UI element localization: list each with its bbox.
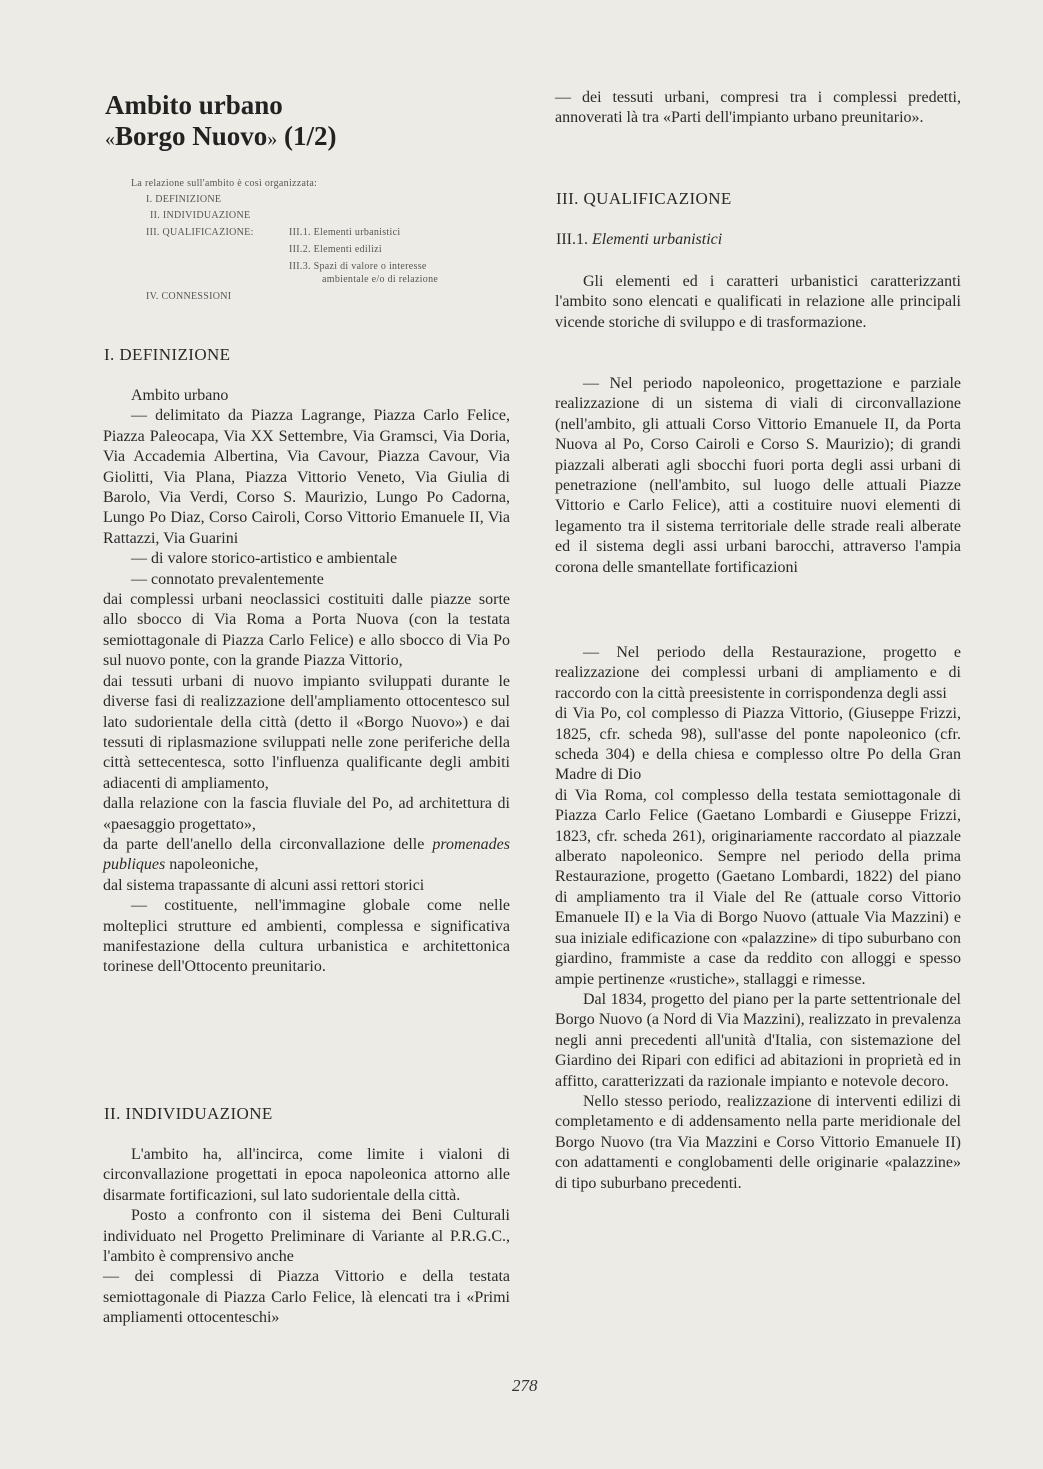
def-paragraph-8 <box>103 835 510 876</box>
toc-item-qualificazione: III. QUALIFICAZIONE: <box>146 227 254 238</box>
toc-subitem-3-cont: ambientale e/o di relazione <box>322 274 439 285</box>
individuazione-text <box>103 1145 510 1329</box>
title-name: Borgo Nuovo <box>115 121 268 151</box>
ind-paragraph-1: L'ambito ha, all'incirca, come limite i vialoni di circonvallazione progettati in epoca napoleonica attorno alle disarmate fortificazioni, sul lato sudorientale della città. <box>103 1146 510 1204</box>
title-line-2 <box>105 121 337 155</box>
qualificazione-text-2 <box>555 374 961 578</box>
title-close-quote: » <box>267 128 278 150</box>
page-title <box>105 90 337 155</box>
def-paragraph-10: — costituente, nell'immagine globale come nelle molteplici strutture ed ambienti, complessa e significativa manifestazione della cultura urbanistica e architettonica torinese dell'Ottocento preunitario. <box>103 897 510 976</box>
toc-item-definizione: I. DEFINIZIONE <box>146 194 222 205</box>
def-paragraph-8c: napoleoniche, <box>169 856 259 874</box>
ind-paragraph-2: Posto a confronto con il sistema dei Beni Culturali individuato nel Progetto Preliminare di Variante al P.R.G.C., l'ambito è comprensivo anche <box>103 1207 510 1266</box>
def-paragraph-6: dai tessuti urbani di nuovo impianto sviluppati durante le diverse fasi di realizzazione dell'ampliamento ottocentesco sul lato sudorientale della città (detto il «Borgo Nuovo») e dai tessuti di riplasmazione sviluppati nelle zone periferiche della città settecentesca, sotto l'influenza qualificante degli ambiti adiacenti di ampliamento, <box>103 672 510 792</box>
def-paragraph-9: dal sistema trapassante di alcuni assi rettori storici <box>103 876 425 894</box>
title-part: (1/2) <box>284 121 337 151</box>
def-paragraph-3: — di valore storico-artistico e ambientale <box>131 550 398 568</box>
def-paragraph-4: — connotato prevalentemente <box>131 570 324 588</box>
qualificazione-text-3 <box>555 643 961 1194</box>
subsection-heading <box>556 231 722 249</box>
ind-paragraph-3: — dei complessi di Piazza Vittorio e della testata semiottagonale di Piazza Carlo Felice, là elencati tra i «Primi ampliamenti ottocenteschi» <box>103 1268 510 1327</box>
subsection-title: Elementi urbanistici <box>591 231 723 248</box>
toc-subitem-3: III.3. Spazi di valore o interesse <box>289 261 427 272</box>
q-paragraph-4: di Via Po, col complesso di Piazza Vittorio, (Giuseppe Frizzi, 1825, cfr. scheda 98), sull'asse del ponte napoleonico (cfr. scheda 304) e della chiesa e complesso oltre Po della Gran Madre di Dio <box>555 705 961 784</box>
def-paragraph-1: Ambito urbano <box>131 387 229 404</box>
subsection-number: III.1. <box>556 231 588 248</box>
q-paragraph-5: di Via Roma, col complesso della testata semiottagonale di Piazza Carlo Felice (Gaetano Lombardi e Giuseppe Frizzi, 1823, cfr. scheda 261), originariamente raccordato al piazzale alberato napoleonico. Sempre nel periodo della prima Restaurazione, progetto (Gaetano Lombardi, 1822) del piano di ampliamento tra il Viale del Re (attuale corso Vittorio Emanuele II) e la Via di Borgo Nuovo (attuale Via Mazzini) e sua iniziale edificazione con «palazzine» di tipo suburbano con giardino, frammiste a case da reddito con alloggi e spesso ampie pertinenze «rustiche», stallaggi e rimesse. <box>555 786 961 988</box>
title-line-1: Ambito urbano <box>105 90 283 120</box>
toc-intro: La relazione sull'ambito è così organizzata: <box>131 178 318 189</box>
definizione-text <box>103 386 510 978</box>
qualificazione-text-1 <box>555 272 961 333</box>
def-paragraph-2: — delimitato da Piazza Lagrange, Piazza Carlo Felice, Piazza Paleocapa, Via XX Settembre, Via Gramsci, Via Doria, Via Accademia Albertina, Via Cavour, Piazza Cavour, Via Giolitti, Via Plana, Piazza Vittorio Veneto, Via Giulia di Barolo, Via Verdi, Corso S. Maurizio, Lungo Po Cadorna, Lungo Po Diaz, Corso Cairoli, Corso Vittorio Emanuele II, Via Rattazzi, Via Guarini <box>103 407 510 547</box>
section-individuazione-heading: II. INDIVIDUAZIONE <box>104 1104 273 1123</box>
continuation-text <box>555 88 961 129</box>
section-definizione-heading: I. DEFINIZIONE <box>104 345 231 364</box>
q-paragraph-6: Dal 1834, progetto del piano per la parte settentrionale del Borgo Nuovo (a Nord di Via Mazzini), realizzato in prevalenza negli anni precedenti all'unità d'Italia, con sistemazione del Giardino dei Ripari con edifici ad abitazioni in proprietà ed in affitto, caratterizzati da razionale impianto e notevole decoro. <box>555 990 961 1090</box>
def-paragraph-7: dalla relazione con la fascia fluviale del Po, ad architettura di «paesaggio progettato», <box>103 795 510 833</box>
page-number: 278 <box>512 1376 538 1395</box>
def-paragraph-8a: da parte dell'anello della circonvallazione delle <box>103 835 425 853</box>
q-paragraph-3: — Nel periodo della Restaurazione, progetto e realizzazione dei complessi urbani di ampliamento e di raccordo con la città preesistente in corrispondenza degli assi <box>555 644 961 702</box>
q-paragraph-7: Nello stesso periodo, realizzazione di interventi edilizi di completamento e di addensamento nella parte meridionale del Borgo Nuovo (tra Via Mazzini e Corso Vittorio Emanuele II) con adattamenti e conglobamenti delle originarie «palazzine» di tipo suburbano precedenti. <box>555 1092 961 1192</box>
def-paragraph-8-italic: promenades publiques <box>103 835 511 874</box>
toc-item-connessioni: IV. CONNESSIONI <box>146 291 232 302</box>
cont-paragraph-1: — dei tessuti urbani, compresi tra i complessi predetti, annoverati là tra «Parti dell'impianto urbano preunitario». <box>555 89 961 127</box>
toc-item-individuazione: II. INDIVIDUAZIONE <box>150 210 251 221</box>
q-paragraph-1: Gli elementi ed i caratteri urbanistici caratterizzanti l'ambito sono elencati e qualificati in relazione alle principali vicende storiche di sviluppo e di trasformazione. <box>555 273 961 331</box>
toc-subitem-2: III.2. Elementi edilizi <box>289 244 382 255</box>
def-paragraph-5: dai complessi urbani neoclassici costituiti dalle piazze sorte allo sbocco di Via Roma a Porta Nuova (con la testata semiottagonale di Piazza Carlo Felice) e allo sbocco di Via Po sul nuovo ponte, con la grande Piazza Vittorio, <box>103 591 510 670</box>
q-paragraph-2: — Nel periodo napoleonico, progettazione e parziale realizzazione di un sistema di viali di circonvallazione (nell'ambito, gli attuali Corso Vittorio Emanuele II, da Porta Nuova al Po, Corso Cairoli e Corso S. Maurizio); di grandi piazzali alberati agli sbocchi fuori porta degli assi urbani di penetrazione (nell'ambito, sul luogo delle attuali Piazze Vittorio e Carlo Felice), atti a costituire nuovi elementi di legamento tra il sistema territoriale delle strade reali alberate ed il sistema degli assi urbani barocchi, attraverso l'ampia corona delle smantellate fortificazioni <box>555 375 961 576</box>
section-qualificazione-heading: III. QUALIFICAZIONE <box>556 189 732 208</box>
title-open-quote: « <box>105 128 115 150</box>
toc-subitem-1: III.1. Elementi urbanistici <box>289 227 401 238</box>
